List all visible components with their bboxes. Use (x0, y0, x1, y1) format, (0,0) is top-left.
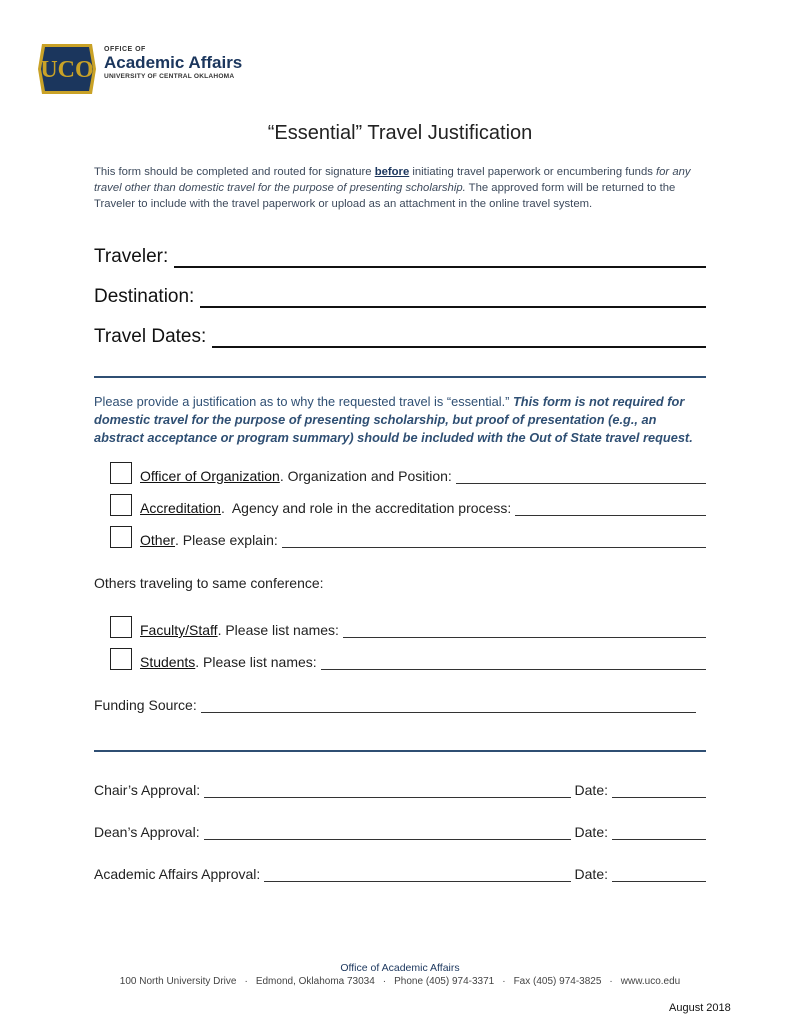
dean-date-line[interactable] (612, 825, 706, 840)
dean-signature-line[interactable] (204, 825, 571, 840)
funding-source-row (94, 697, 700, 713)
officer-label: Officer of Organization (140, 468, 280, 484)
funding-source-line[interactable] (201, 698, 696, 713)
intro-italic: for any travel other than domestic travel for the purpose of presenting scholarship. (94, 166, 691, 194)
footer-city: Edmond, Oklahoma 73034 (255, 976, 375, 987)
officer-row (110, 462, 706, 484)
students-line[interactable] (321, 655, 706, 670)
dean-date-label: Date: (574, 824, 608, 840)
other-line[interactable] (282, 533, 706, 548)
justification-paragraph (94, 393, 706, 447)
uco-logo (36, 40, 256, 98)
accreditation-line[interactable] (515, 501, 706, 516)
officer-rest: . Organization and Position: (279, 468, 452, 484)
other-rest: . Please explain: (175, 532, 278, 548)
academic-date-label: Date: (574, 866, 608, 882)
chair-approval-row (94, 782, 706, 798)
chair-signature-line[interactable] (204, 783, 570, 798)
justification-text: Please provide a justification as to why the requested travel is “essential.” (94, 394, 513, 409)
footer-sep: · (609, 976, 613, 987)
divider-top (94, 376, 706, 378)
dean-approval-label: Dean’s Approval: (94, 824, 200, 840)
traveler-label: Traveler: (94, 246, 169, 267)
other-label: Other (140, 532, 176, 548)
footer-sep: · (502, 976, 506, 987)
travel-dates-field[interactable] (94, 326, 706, 348)
revision-date: August 2018 (669, 1002, 731, 1014)
other-row (110, 526, 706, 548)
justification-italic: This form is not required for domestic travel for the purpose of presenting scholarship, but proof of presentation (e.g., an abstract acceptance or program summary) should be included with the Out of State travel request. (94, 394, 693, 445)
footer-address-line (0, 976, 800, 987)
academic-date-line[interactable] (612, 867, 706, 882)
officer-line[interactable] (456, 469, 706, 484)
others-heading: Others traveling to same conference: (94, 575, 324, 591)
logo-academic-affairs: Academic Affairs (104, 53, 243, 72)
footer-sep: · (382, 976, 387, 987)
logo-office-of: OFFICE OF (104, 46, 146, 53)
footer-fax: Fax (405) 974-3825 (513, 976, 602, 987)
destination-line[interactable] (200, 288, 706, 308)
traveler-field[interactable] (94, 246, 706, 268)
students-rest: . Please list names: (195, 654, 317, 670)
students-label: Students (140, 654, 196, 670)
uco-logo-mark (36, 40, 98, 98)
divider-bottom (94, 750, 706, 752)
other-checkbox[interactable] (110, 526, 132, 548)
accreditation-label: Accreditation (140, 500, 221, 516)
intro-text-1: This form should be completed and routed for signature (94, 166, 375, 178)
students-row (110, 648, 706, 670)
footer-sep: · (244, 976, 248, 987)
traveler-line[interactable] (174, 248, 706, 268)
destination-label: Destination: (94, 286, 195, 307)
footer-web: www.uco.edu (620, 976, 681, 987)
travel-dates-label: Travel Dates: (94, 326, 207, 347)
logo-university: UNIVERSITY OF CENTRAL OKLAHOMA (104, 73, 235, 80)
destination-field[interactable] (94, 286, 706, 308)
footer-address: 100 North University Drive (119, 976, 237, 987)
faculty-rest: . Please list names: (217, 622, 339, 638)
academic-approval-row (94, 866, 706, 882)
intro-text-3: The approved form will be returned to the Traveler to include with the travel paperwork or upload as an attachment in the online travel system. (94, 182, 676, 210)
funding-source-label: Funding Source: (94, 697, 197, 713)
academic-signature-line[interactable] (264, 867, 570, 882)
footer-office: Office of Academic Affairs (340, 962, 460, 974)
footer-phone: Phone (405) 974-3371 (394, 976, 495, 987)
intro-paragraph (94, 164, 714, 212)
logo-mark-text: UCO (40, 57, 94, 83)
intro-before: before (374, 166, 410, 178)
intro-text-2: initiating travel paperwork or encumbering funds (409, 166, 657, 178)
page-title: “Essential” Travel Justification (267, 122, 533, 144)
chair-approval-label: Chair’s Approval: (94, 782, 201, 798)
academic-approval-label: Academic Affairs Approval: (94, 866, 261, 882)
dean-approval-row (94, 824, 706, 840)
students-checkbox[interactable] (110, 648, 132, 670)
accreditation-row (110, 494, 706, 516)
chair-date-line[interactable] (612, 783, 706, 798)
accreditation-checkbox[interactable] (110, 494, 132, 516)
travel-dates-line[interactable] (212, 328, 706, 348)
faculty-row (110, 616, 706, 638)
faculty-line[interactable] (343, 623, 706, 638)
faculty-checkbox[interactable] (110, 616, 132, 638)
officer-checkbox[interactable] (110, 462, 132, 484)
faculty-label: Faculty/Staff (140, 622, 218, 638)
chair-date-label: Date: (574, 782, 608, 798)
accreditation-rest: . Agency and role in the accreditation process: (220, 500, 512, 516)
